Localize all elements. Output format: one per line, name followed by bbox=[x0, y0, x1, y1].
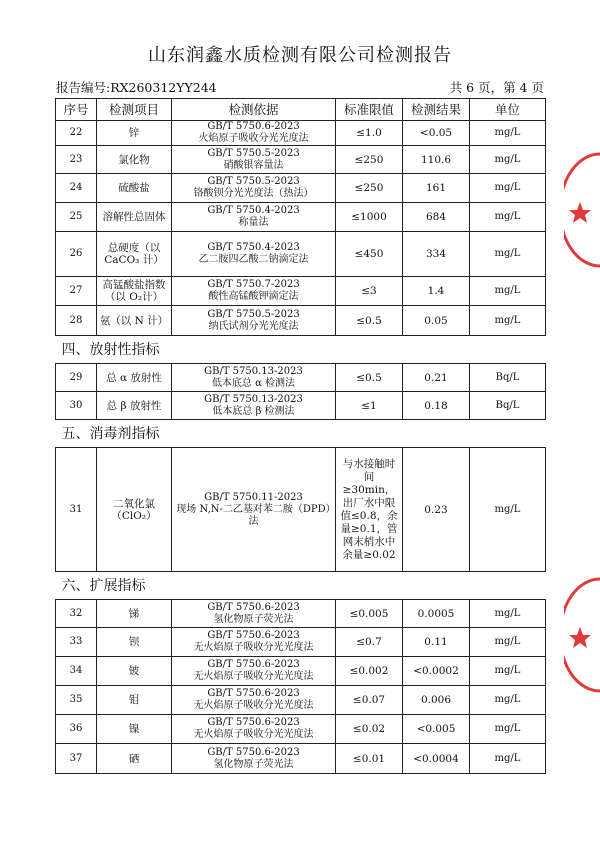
cell-item: 硒 bbox=[97, 744, 172, 774]
cell-result: 0.11 bbox=[403, 628, 470, 657]
cell-item: 铍 bbox=[97, 657, 172, 686]
cell-item: 镍 bbox=[97, 715, 172, 744]
cell-item: 总硬度（以 CaCO₃ 计） bbox=[97, 232, 172, 277]
table-row bbox=[56, 203, 546, 232]
cell-number: 33 bbox=[56, 628, 97, 657]
basis-line: GB/T 5750.5-2023 bbox=[207, 176, 300, 187]
cell-basis bbox=[172, 628, 336, 657]
cell-unit: mg/L bbox=[470, 306, 546, 336]
col-header-basis: 检测依据 bbox=[172, 99, 336, 121]
basis-line: GB/T 5750.4-2023 bbox=[207, 242, 300, 253]
cell-unit: mg/L bbox=[470, 657, 546, 686]
cell-limit: ≤0.02 bbox=[336, 715, 403, 744]
basis-line: GB/T 5750.6-2023 bbox=[207, 688, 300, 699]
basis-line: 低本底总 β 检测法 bbox=[212, 405, 295, 417]
cell-result: 1.4 bbox=[403, 277, 470, 306]
cell-unit: mg/L bbox=[470, 715, 546, 744]
basis-line: GB/T 5750.4-2023 bbox=[207, 205, 300, 216]
basis-line: 乙二胺四乙酸二钠滴定法 bbox=[198, 254, 309, 265]
cell-item: 钡 bbox=[97, 628, 172, 657]
cell-unit: mg/L bbox=[470, 600, 546, 628]
cell-basis bbox=[172, 744, 336, 774]
cell-result: 161 bbox=[403, 174, 470, 203]
table-row bbox=[56, 277, 546, 306]
basis-line: 无火焰原子吸收分光光度法 bbox=[193, 700, 314, 711]
cell-basis bbox=[172, 146, 336, 174]
section-heading: 六、扩展指标 bbox=[56, 572, 546, 600]
table-row bbox=[56, 715, 546, 744]
table-row bbox=[56, 744, 546, 774]
cell-limit: ≤450 bbox=[336, 232, 403, 277]
cell-unit: Bq/L bbox=[470, 392, 546, 420]
cell-item: 氨（以 N 计） bbox=[97, 306, 172, 336]
report-title: 山东润鑫水质检测有限公司检测报告 bbox=[148, 45, 452, 66]
cell-result: <0.005 bbox=[403, 715, 470, 744]
cell-unit: mg/L bbox=[470, 744, 546, 774]
cell-number: 36 bbox=[56, 715, 97, 744]
col-header-no: 序号 bbox=[56, 99, 97, 121]
basis-line: 酸性高锰酸钾滴定法 bbox=[208, 291, 299, 302]
cell-number: 25 bbox=[56, 203, 97, 232]
table-row bbox=[56, 174, 546, 203]
cell-result: 0.23 bbox=[403, 448, 470, 572]
cell-unit: mg/L bbox=[470, 448, 546, 572]
table-row bbox=[56, 364, 546, 392]
cell-result: 0.21 bbox=[403, 364, 470, 392]
basis-line: GB/T 5750.6-2023 bbox=[207, 121, 300, 132]
basis-line: 氢化物原子荧光法 bbox=[213, 613, 294, 625]
cell-basis bbox=[172, 306, 336, 336]
cell-result: 0.05 bbox=[403, 306, 470, 336]
basis-line: GB/T 5750.6-2023 bbox=[207, 630, 300, 641]
cell-unit: mg/L bbox=[470, 121, 546, 146]
table-row bbox=[56, 232, 546, 277]
cell-item: 总 β 放射性 bbox=[97, 392, 172, 420]
col-header-item: 检测项目 bbox=[97, 99, 172, 121]
cell-number: 28 bbox=[56, 306, 97, 336]
cell-limit: ≤1000 bbox=[336, 203, 403, 232]
basis-line: GB/T 5750.13-2023 bbox=[204, 393, 303, 405]
cell-result: 0.006 bbox=[403, 686, 470, 715]
col-header-result: 检测结果 bbox=[403, 99, 470, 121]
section-heading: 五、消毒剂指标 bbox=[56, 420, 546, 448]
cell-limit: 与水接触时间≥30min，出厂水中限值≤0.8，余量≥0.1，管网末梢水中余量≥0.02 bbox=[336, 448, 403, 572]
table-row bbox=[56, 600, 546, 628]
red-seal-stamp bbox=[564, 575, 600, 695]
cell-limit: ≤0.5 bbox=[336, 306, 403, 336]
basis-line: 硝酸银容量法 bbox=[223, 159, 284, 171]
cell-number: 29 bbox=[56, 364, 97, 392]
cell-result: 334 bbox=[403, 232, 470, 277]
cell-basis bbox=[172, 686, 336, 715]
section-row bbox=[56, 572, 546, 600]
basis-line: 纳氏试剂分光光度法 bbox=[208, 320, 299, 332]
cell-unit: mg/L bbox=[470, 203, 546, 232]
cell-result: <0.05 bbox=[403, 121, 470, 146]
cell-item: 硫酸盐 bbox=[97, 174, 172, 203]
cell-item: 高锰酸盐指数（以 O₂计） bbox=[97, 277, 172, 306]
cell-limit: ≤0.005 bbox=[336, 600, 403, 628]
cell-basis bbox=[172, 392, 336, 420]
cell-number: 37 bbox=[56, 744, 97, 774]
cell-basis bbox=[172, 121, 336, 146]
cell-basis bbox=[172, 277, 336, 306]
cell-unit: mg/L bbox=[470, 686, 546, 715]
basis-line: 无火焰原子吸收分光光度法 bbox=[193, 729, 314, 740]
cell-item: 锑 bbox=[97, 600, 172, 628]
basis-line: GB/T 5750.6-2023 bbox=[207, 746, 300, 758]
table-row bbox=[56, 146, 546, 174]
cell-limit: ≤1 bbox=[336, 392, 403, 420]
cell-number: 22 bbox=[56, 121, 97, 146]
cell-basis bbox=[172, 174, 336, 203]
basis-line: GB/T 5750.6-2023 bbox=[207, 717, 300, 728]
cell-limit: ≤250 bbox=[336, 146, 403, 174]
cell-limit: ≤1.0 bbox=[336, 121, 403, 146]
cell-limit: ≤3 bbox=[336, 277, 403, 306]
results-table bbox=[55, 98, 546, 774]
cell-number: 26 bbox=[56, 232, 97, 277]
basis-line: GB/T 5750.11-2023 bbox=[204, 491, 303, 503]
cell-limit: ≤0.7 bbox=[336, 628, 403, 657]
basis-line: 称量法 bbox=[238, 217, 269, 228]
basis-line: 无火焰原子吸收分光光度法 bbox=[193, 671, 314, 682]
basis-line: GB/T 5750.5-2023 bbox=[207, 308, 300, 320]
report-number: 报告编号:RX260312YY244 bbox=[56, 80, 217, 95]
basis-line: 氢化物原子荧光法 bbox=[213, 758, 294, 770]
cell-number: 27 bbox=[56, 277, 97, 306]
cell-number: 31 bbox=[56, 448, 97, 572]
page-info: 共 6 页，第 4 页 bbox=[449, 80, 544, 95]
cell-number: 24 bbox=[56, 174, 97, 203]
basis-line: 火焰原子吸收分光光度法 bbox=[198, 133, 309, 144]
cell-number: 34 bbox=[56, 657, 97, 686]
cell-result: <0.0002 bbox=[403, 657, 470, 686]
cell-result: 0.0005 bbox=[403, 600, 470, 628]
basis-line: 无火焰原子吸收分光光度法 bbox=[193, 642, 314, 653]
cell-item: 锌 bbox=[97, 121, 172, 146]
cell-basis bbox=[172, 715, 336, 744]
cell-limit: ≤0.5 bbox=[336, 364, 403, 392]
cell-item: 二氧化氯（ClO₂） bbox=[97, 448, 172, 572]
cell-unit: mg/L bbox=[470, 232, 546, 277]
section-row bbox=[56, 420, 546, 448]
table-row bbox=[56, 448, 546, 572]
cell-basis bbox=[172, 232, 336, 277]
cell-unit: mg/L bbox=[470, 146, 546, 174]
table-row bbox=[56, 657, 546, 686]
cell-item: 溶解性总固体 bbox=[97, 203, 172, 232]
basis-line: GB/T 5750.5-2023 bbox=[207, 147, 300, 159]
cell-result: <0.0004 bbox=[403, 744, 470, 774]
col-header-unit: 单位 bbox=[470, 99, 546, 121]
red-seal-stamp bbox=[564, 150, 600, 270]
basis-line: GB/T 5750.7-2023 bbox=[207, 279, 300, 290]
section-heading: 四、放射性指标 bbox=[56, 336, 546, 364]
cell-basis bbox=[172, 600, 336, 628]
cell-number: 23 bbox=[56, 146, 97, 174]
cell-result: 0.18 bbox=[403, 392, 470, 420]
table-row bbox=[56, 392, 546, 420]
cell-limit: ≤250 bbox=[336, 174, 403, 203]
cell-item: 钼 bbox=[97, 686, 172, 715]
basis-line: 低本底总 α 检测法 bbox=[211, 377, 296, 389]
cell-result: 110.6 bbox=[403, 146, 470, 174]
cell-unit: mg/L bbox=[470, 277, 546, 306]
cell-basis bbox=[172, 203, 336, 232]
cell-limit: ≤0.002 bbox=[336, 657, 403, 686]
cell-number: 30 bbox=[56, 392, 97, 420]
table-row bbox=[56, 686, 546, 715]
basis-line: GB/T 5750.13-2023 bbox=[204, 365, 303, 377]
cell-number: 35 bbox=[56, 686, 97, 715]
table-row bbox=[56, 121, 546, 146]
cell-item: 总 α 放射性 bbox=[97, 364, 172, 392]
table-header-row bbox=[56, 99, 546, 121]
cell-result: 684 bbox=[403, 203, 470, 232]
col-header-limit: 标准限值 bbox=[336, 99, 403, 121]
basis-line: GB/T 5750.6-2023 bbox=[207, 601, 300, 613]
cell-unit: mg/L bbox=[470, 628, 546, 657]
cell-unit: Bq/L bbox=[470, 364, 546, 392]
cell-basis bbox=[172, 448, 336, 572]
cell-number: 32 bbox=[56, 600, 97, 628]
basis-line: 铬酸钡分光光度法（热法） bbox=[193, 188, 314, 199]
table-row bbox=[56, 628, 546, 657]
cell-limit: ≤0.07 bbox=[336, 686, 403, 715]
basis-line: GB/T 5750.6-2023 bbox=[207, 659, 300, 670]
cell-unit: mg/L bbox=[470, 174, 546, 203]
cell-item: 氯化物 bbox=[97, 146, 172, 174]
section-row bbox=[56, 336, 546, 364]
cell-basis bbox=[172, 364, 336, 392]
basis-line: 现场 N,N-二乙基对苯二胺（DPD）法 bbox=[176, 503, 331, 527]
cell-basis bbox=[172, 657, 336, 686]
cell-limit: ≤0.01 bbox=[336, 744, 403, 774]
table-row bbox=[56, 306, 546, 336]
